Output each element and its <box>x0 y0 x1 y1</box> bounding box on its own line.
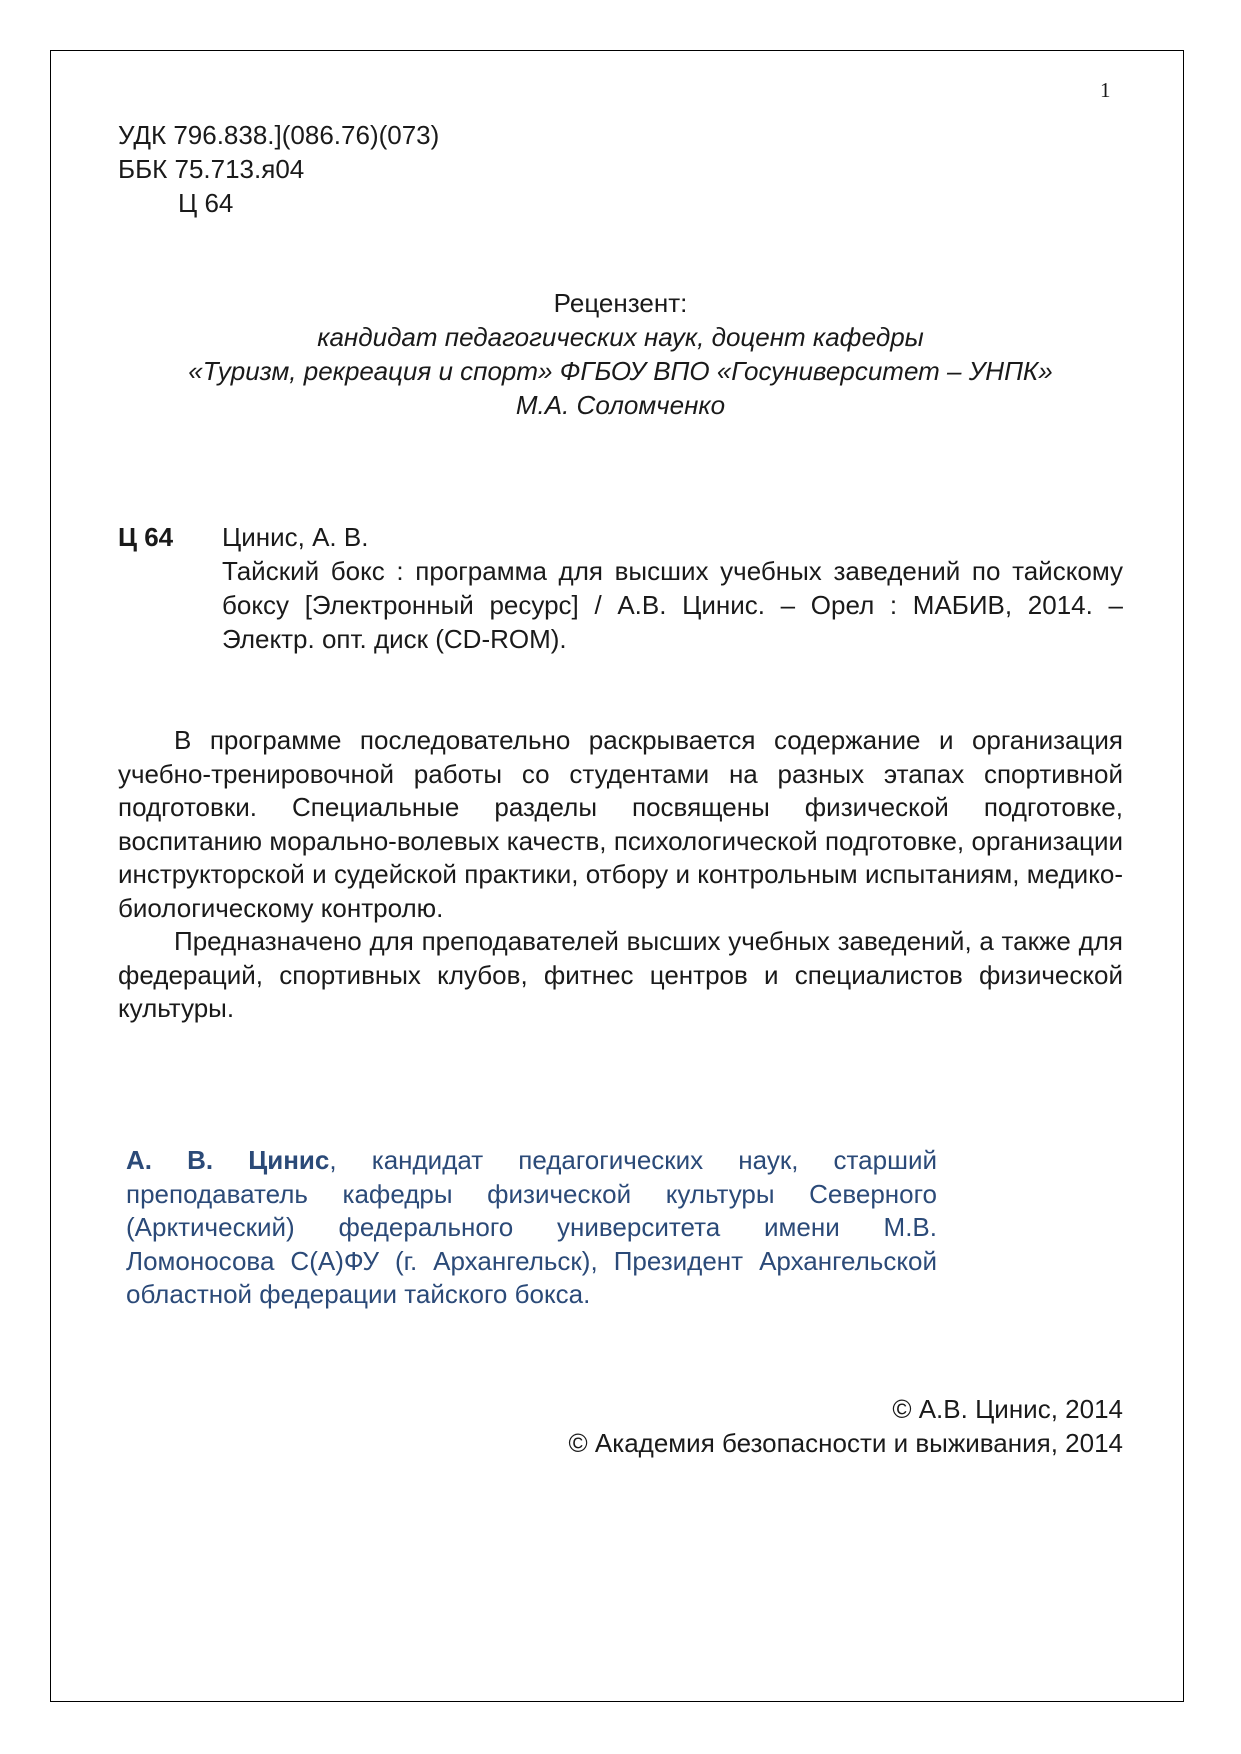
reviewer-heading: Рецензент: <box>553 288 688 318</box>
catalog-code: Ц 64 <box>118 522 174 552</box>
reviewer-name: М.А. Соломченко <box>515 390 726 420</box>
udk-code: УДК 796.838.](086.76)(073) <box>118 120 440 150</box>
catalog-description: Тайский бокс : программа для высших учебных заведений по тайскому боксу [Электронный ресурс] / А.В. Цинис. – Орел : МАБИВ, 2014. – Электр. опт. диск (CD-ROM). <box>222 556 1123 654</box>
bbk-code: ББК 75.713.я04 <box>118 154 305 184</box>
catalog-author: Цинис, А. В. <box>222 522 369 552</box>
author-sign: Ц 64 <box>178 188 234 218</box>
copyright-publisher: © Академия безопасности и выживания, 2014 <box>568 1428 1123 1458</box>
reviewer-line-2: «Туризм, рекреация и спорт» ФГБОУ ВПО «Госуниверситет – УНПК» <box>188 356 1053 386</box>
annotation-block <box>118 724 1123 1026</box>
copyright-block <box>569 1392 1123 1460</box>
reviewer-block <box>118 286 1123 422</box>
author-name: А. В. Цинис <box>126 1145 330 1175</box>
author-description: , кандидат педагогических наук, старший преподаватель кафедры физической культуры Северного (Арктический) федерального университета имени М.В. Ломоносова С(А)ФУ (г. Архангельск), Президент Архангельской областной федерации тайского бокса. <box>126 1145 937 1309</box>
catalog-entry <box>118 520 1123 656</box>
classification-block <box>118 118 439 220</box>
annotation-paragraph: Предназначено для преподавателей высших учебных заведений, а также для федераций, спортивных клубов, фитнес центров и специалистов физической культуры. <box>118 926 1123 1023</box>
annotation-paragraph: В программе последовательно раскрывается содержание и организация учебно-тренировочной работы со студентами на разных этапах спортивной подготовки. Специальные разделы посвящены физической подготовке, воспитанию морально-волевых качеств, психологической подготовке, организации инструкторской и судейской практики, отбору и контрольным испытаниям, медико-биологическому контролю. <box>118 725 1123 923</box>
reviewer-line-1: кандидат педагогических наук, доцент кафедры <box>317 322 924 352</box>
author-info-block <box>126 1144 937 1312</box>
copyright-author: © А.В. Цинис, 2014 <box>892 1394 1123 1424</box>
page-number: 1 <box>1100 78 1111 102</box>
